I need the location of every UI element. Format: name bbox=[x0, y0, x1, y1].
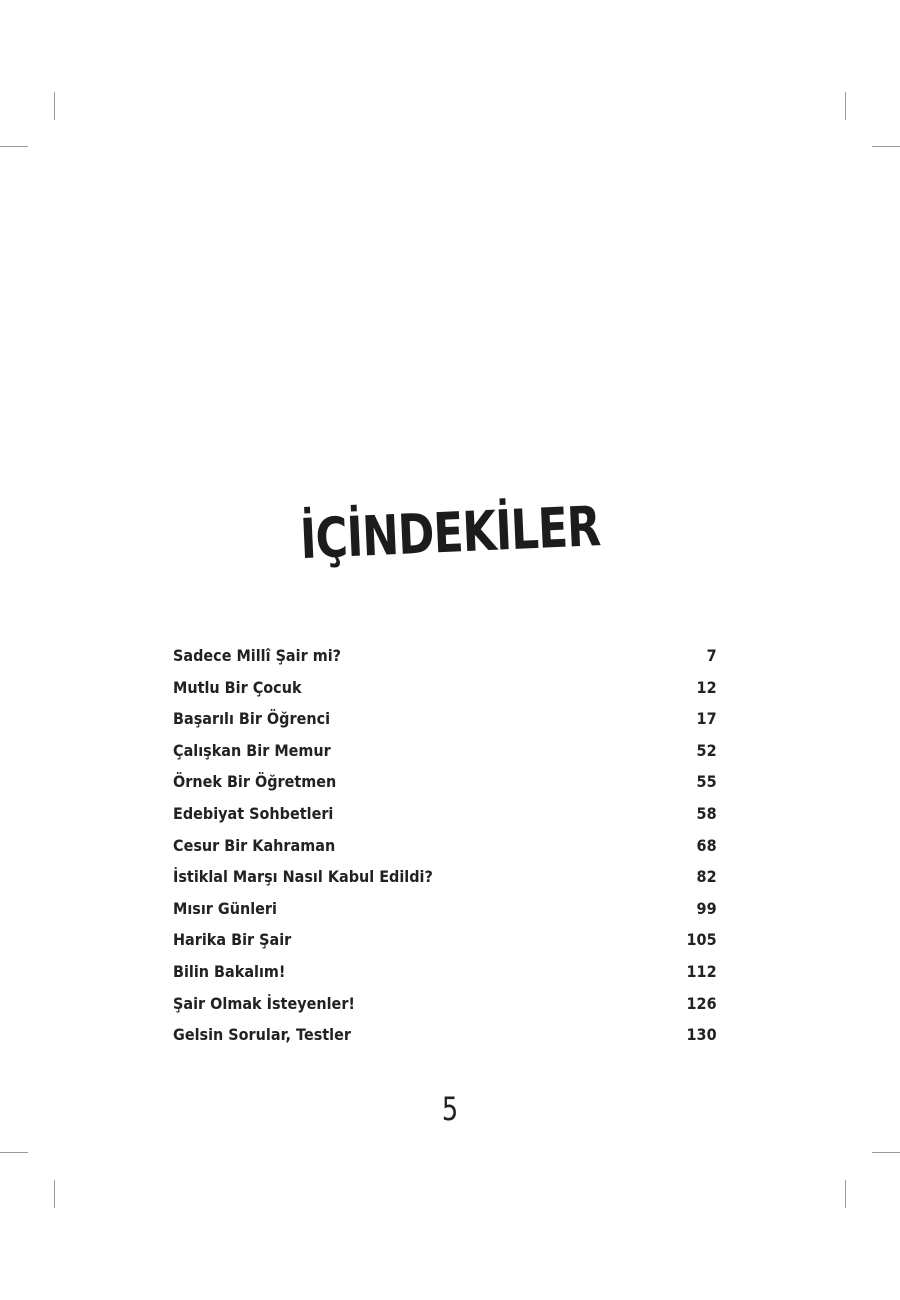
toc-entry-page: 82 bbox=[696, 867, 717, 887]
page-number: 5 bbox=[441, 1090, 459, 1128]
toc-entry-page: 58 bbox=[696, 803, 717, 823]
toc-entry-title: Çalışkan Bir Memur bbox=[173, 740, 331, 760]
toc-entry-title: Cesur Bir Kahraman bbox=[173, 835, 336, 855]
toc-entry bbox=[173, 741, 717, 773]
toc-entry-page: 52 bbox=[696, 740, 717, 760]
toc-entry bbox=[173, 772, 717, 804]
toc-entry bbox=[173, 867, 717, 899]
toc-entry-title: Gelsin Sorular, Testler bbox=[173, 1025, 351, 1045]
crop-mark-top-left bbox=[54, 92, 55, 120]
toc-entry-page: 126 bbox=[686, 993, 717, 1013]
crop-mark-top-left bbox=[0, 146, 28, 147]
toc-entry-page: 112 bbox=[686, 961, 717, 981]
toc-entry-page: 130 bbox=[686, 1025, 717, 1045]
table-of-contents bbox=[173, 646, 777, 1057]
toc-entry bbox=[173, 709, 717, 741]
toc-entry bbox=[173, 678, 717, 710]
crop-mark-top-right bbox=[845, 92, 846, 120]
toc-entry-title: Başarılı Bir Öğrenci bbox=[173, 709, 331, 729]
toc-entry bbox=[173, 899, 717, 931]
toc-entry bbox=[173, 646, 717, 678]
toc-entry-title: Mısır Günleri bbox=[173, 898, 277, 918]
toc-entry-title: Mutlu Bir Çocuk bbox=[173, 677, 302, 697]
toc-entry-page: 17 bbox=[696, 709, 717, 729]
page-title: İÇİNDEKİLER bbox=[298, 495, 602, 572]
toc-entry-title: Bilin Bakalım! bbox=[173, 961, 286, 981]
toc-entry-title: Şair Olmak İsteyenler! bbox=[173, 993, 355, 1013]
toc-entry bbox=[173, 994, 717, 1026]
toc-entry-title: Örnek Bir Öğretmen bbox=[173, 772, 337, 792]
toc-entry bbox=[173, 930, 717, 962]
toc-entry-page: 68 bbox=[696, 835, 717, 855]
crop-mark-bottom-left bbox=[54, 1180, 55, 1208]
toc-entry-page: 55 bbox=[696, 772, 717, 792]
crop-mark-bottom-left bbox=[0, 1152, 28, 1153]
toc-entry-title: İstiklal Marşı Nasıl Kabul Edildi? bbox=[173, 867, 433, 887]
toc-entry-title: Harika Bir Şair bbox=[173, 930, 292, 950]
toc-entry-page: 99 bbox=[696, 898, 717, 918]
toc-entry-page: 105 bbox=[686, 930, 717, 950]
toc-entry bbox=[173, 836, 717, 868]
crop-mark-bottom-right bbox=[845, 1180, 846, 1208]
toc-entry bbox=[173, 962, 717, 994]
toc-entry-page: 7 bbox=[706, 646, 717, 665]
toc-entry-title: Edebiyat Sohbetleri bbox=[173, 803, 334, 823]
toc-entry bbox=[173, 1025, 717, 1057]
crop-mark-top-right bbox=[872, 146, 900, 147]
crop-mark-bottom-right bbox=[872, 1152, 900, 1153]
toc-entry-title: Sadece Millî Şair mi? bbox=[173, 646, 342, 665]
toc-entry-page: 12 bbox=[696, 677, 717, 697]
toc-entry bbox=[173, 804, 717, 836]
